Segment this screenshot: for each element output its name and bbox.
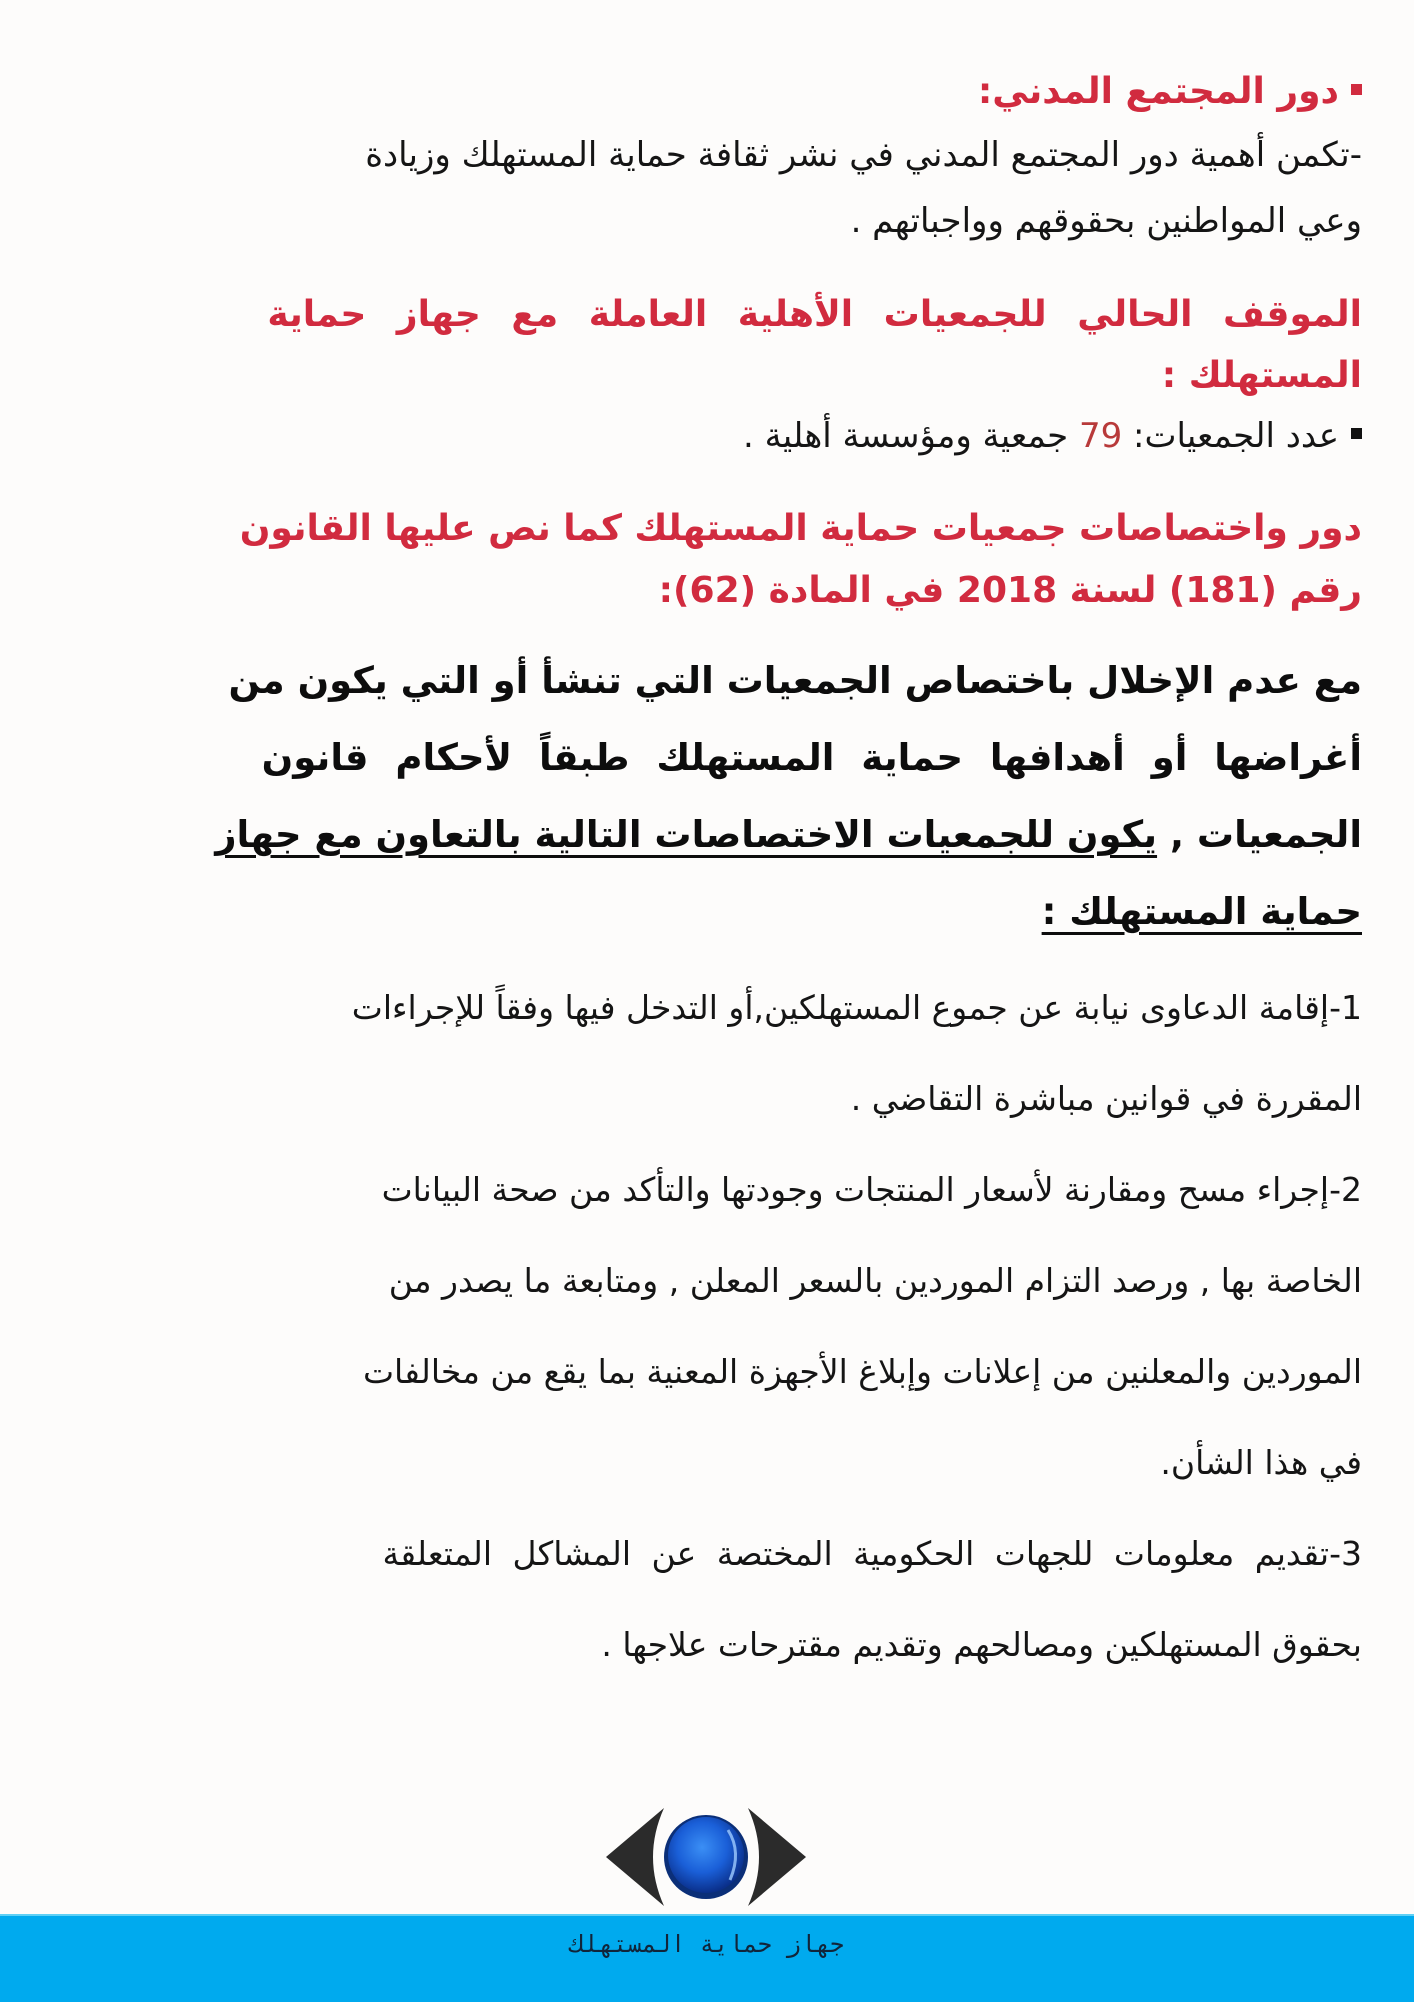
intro-line4-underlined: حماية المستهلك : [1041,890,1362,933]
current-status-heading-line1: الموقف الحالي للجمعيات الأهلية العاملة مع جهاز حماية [267,294,1362,335]
item-2-line2: الخاصة بها , ورصد التزام الموردين بالسعر المعلن , ومتابعة ما يصدر من [388,1261,1362,1300]
association-count-value: 79 [1078,416,1123,456]
roles-heading-line1: دور واختصاصات جمعيات حماية المستهلك كما نص عليها القانون [239,508,1362,549]
list-item-2 [48,1144,1362,1508]
association-count-label: عدد الجمعيات: [1133,416,1339,456]
intro-line3-underlined: يكون للجمعيات الاختصاصات التالية بالتعاون مع جهاز [215,813,1158,856]
roles-items-list [48,962,1362,1690]
intro-line2: أغراضها أو أهدافها حماية المستهلك طبقاً لأحكام قانون [261,736,1362,779]
current-status-section [48,283,1362,467]
civil-society-heading-text: دور المجتمع المدني: [977,71,1339,112]
roles-heading-section [48,497,1362,621]
item-1-line1: 1-إقامة الدعاوى نيابة عن جموع المستهلكين,أو التدخل فيها وفقاً للإجراءات [351,988,1362,1027]
item-3-line1: 3-تقديم معلومات للجهات الحكومية المختصة عن المشاكل المتعلقة [382,1534,1362,1573]
association-count-line [48,405,1362,467]
association-count-suffix: جمعية ومؤسسة أهلية . [742,416,1069,456]
item-2-line4: في هذا الشأن. [1160,1443,1362,1482]
civil-society-section [48,62,1362,254]
bullet-icon [1351,84,1362,95]
item-2-line3: الموردين والمعلنين من إعلانات وإبلاغ الأجهزة المعنية بما يقع من مخالفات [362,1352,1362,1391]
roles-heading-line2: رقم (181) لسنة 2018 في المادة (62): [658,570,1362,611]
bullet-icon [1351,428,1362,439]
intro-line3-plain: الجمعيات , [1169,813,1362,856]
item-3-line2: بحقوق المستهلكين ومصالحهم وتقديم مقترحات علاجها . [601,1625,1362,1664]
footer-org-name: جهاز حماية المستهلك [569,1930,845,1958]
list-item-3 [48,1508,1362,1690]
footer-bar [0,1914,1414,2002]
roles-intro-paragraph [48,642,1362,950]
intro-line1: مع عدم الإخلال باختصاص الجمعيات التي تنشأ أو التي يكون من [228,659,1362,702]
item-2-line1: 2-إجراء مسح ومقارنة لأسعار المنتجات وجودتها والتأكد من صحة البيانات [381,1170,1362,1209]
eye-logo-icon [606,1800,806,1914]
current-status-heading-line2: المستهلك : [1161,355,1362,396]
list-item-1 [48,962,1362,1144]
intro-line4 [48,873,1362,950]
intro-line3 [48,796,1362,873]
civil-society-text-line1: -تكمن أهمية دور المجتمع المدني في نشر ثقافة حماية المستهلك وزيادة [365,135,1362,175]
civil-society-heading [48,62,1362,122]
item-1-line2: المقررة في قوانين مباشرة التقاضي . [850,1079,1362,1118]
civil-society-text-line2: وعي المواطنين بحقوقهم وواجباتهم . [850,201,1362,241]
